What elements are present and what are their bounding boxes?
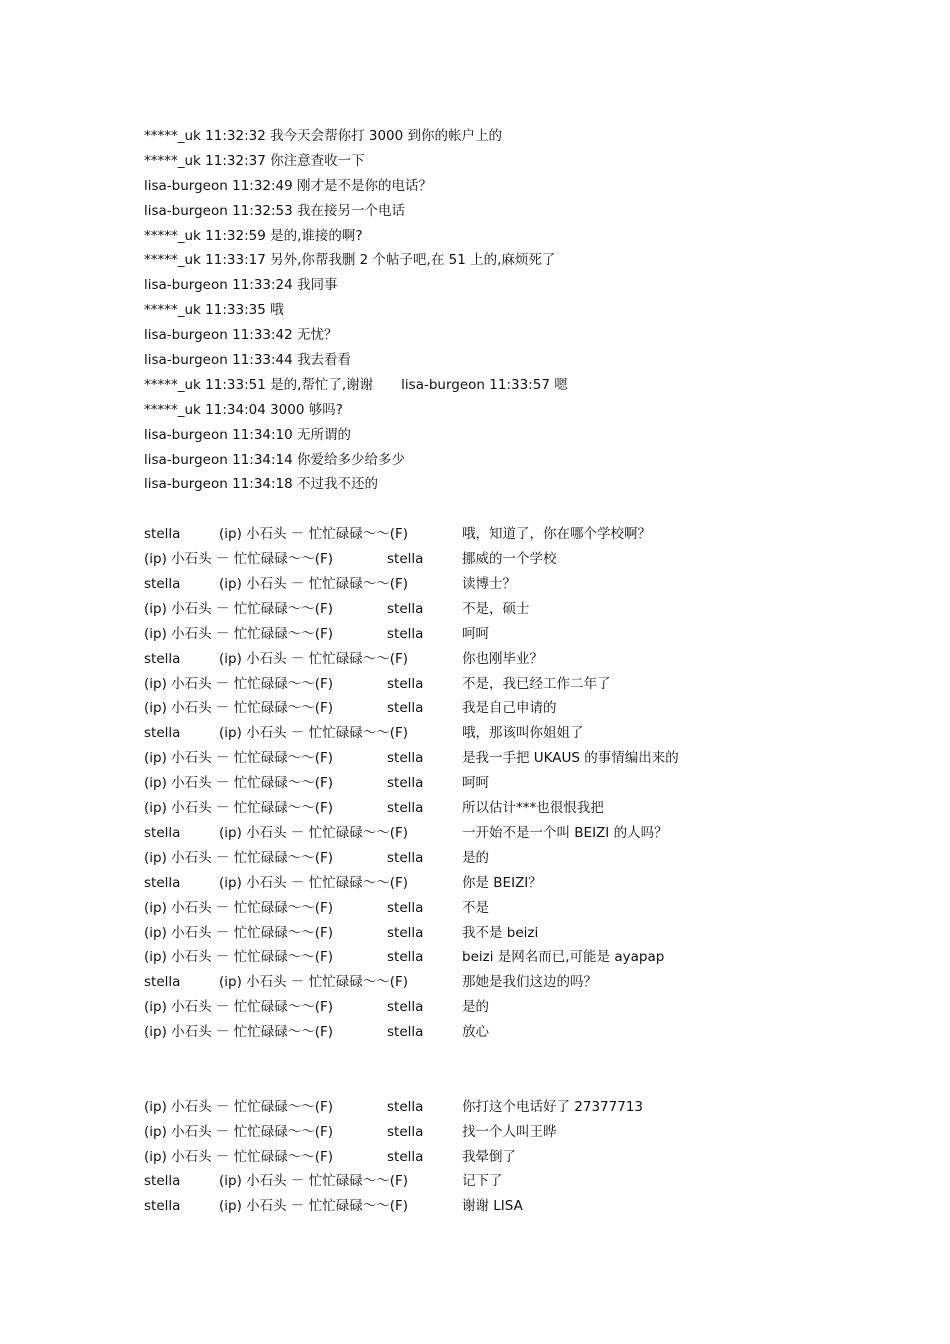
conversation-row xyxy=(144,796,864,821)
receiver-name: stella xyxy=(387,1098,424,1115)
message-text: 不是，硕士 xyxy=(462,600,530,617)
chat-line: *****_uk 11:33:35 哦 xyxy=(144,302,284,319)
conversation-row xyxy=(144,896,864,921)
sender-name: (ip) 小石头 － 忙忙碌碌～～(F) xyxy=(144,849,334,866)
conversation-row xyxy=(144,1020,864,1045)
message-text: 记下了 xyxy=(462,1173,503,1190)
sender-name: stella xyxy=(144,650,181,667)
sender-name: (ip) 小石头 － 忙忙碌碌～～(F) xyxy=(144,949,334,966)
message-text: 你是 BEIZI？ xyxy=(462,874,542,891)
message-text: 所以估计***也很恨我把 xyxy=(462,800,604,817)
conversation-row xyxy=(144,921,864,946)
conversation-row xyxy=(144,995,864,1020)
conversation-row xyxy=(144,622,864,647)
chat-line-double xyxy=(144,373,864,398)
chat-line: lisa-burgeon 11:34:14 你爱给多少给多少 xyxy=(144,451,406,468)
chat-line: *****_uk 11:32:32 我今天会帮你打 3000 到你的帐户上的 xyxy=(144,128,503,144)
chat-log-section-3 xyxy=(144,1095,864,1219)
chat-line: lisa-burgeon 11:33:44 我去看看 xyxy=(144,352,352,369)
conversation-row xyxy=(144,647,864,672)
message-text: 不是 xyxy=(462,899,489,916)
message-text: 是的 xyxy=(462,999,489,1016)
chat-line-part: lisa-burgeon 11:33:57 嗯 xyxy=(401,376,568,393)
receiver-name: (ip) 小石头 － 忙忙碌碌～～(F) xyxy=(219,824,409,841)
sender-name: (ip) 小石头 － 忙忙碌碌～～(F) xyxy=(144,750,334,767)
sender-name: stella xyxy=(144,526,181,543)
receiver-name: stella xyxy=(387,1148,424,1165)
receiver-name: stella xyxy=(387,700,424,717)
message-text: 挪威的一个学校 xyxy=(462,551,557,568)
sender-name: (ip) 小石头 － 忙忙碌碌～～(F) xyxy=(144,999,334,1016)
conversation-row xyxy=(144,1169,864,1194)
conversation-row xyxy=(144,970,864,995)
sender-name: (ip) 小石头 － 忙忙碌碌～～(F) xyxy=(144,899,334,916)
chat-log-section-1 xyxy=(144,124,864,497)
receiver-name: stella xyxy=(387,800,424,817)
receiver-name: (ip) 小石头 － 忙忙碌碌～～(F) xyxy=(219,1198,409,1215)
message-text: 你也刚毕业？ xyxy=(462,650,543,667)
message-text: 我晕倒了 xyxy=(462,1148,516,1165)
sender-name: (ip) 小石头 － 忙忙碌碌～～(F) xyxy=(144,775,334,792)
receiver-name: stella xyxy=(387,750,424,767)
receiver-name: stella xyxy=(387,949,424,966)
receiver-name: stella xyxy=(387,999,424,1016)
chat-line: *****_uk 11:34:04 3000 够吗? xyxy=(144,401,343,418)
chat-line: *****_uk 11:32:37 你注意查收一下 xyxy=(144,152,365,169)
message-text: 不是，我已经工作二年了 xyxy=(462,675,611,692)
conversation-row xyxy=(144,572,864,597)
conversation-row xyxy=(144,1095,864,1120)
chat-line-part: *****_uk 11:33:51 是的,帮忙了,谢谢 xyxy=(144,376,374,393)
message-text: 是的 xyxy=(462,849,489,866)
chat-log-content xyxy=(144,124,864,1219)
sender-name: (ip) 小石头 － 忙忙碌碌～～(F) xyxy=(144,600,334,617)
conversation-row xyxy=(144,672,864,697)
message-text: 一开始不是一个叫 BEIZI 的人吗？ xyxy=(462,824,668,841)
message-text: 找一个人叫王晔 xyxy=(462,1123,557,1140)
message-text: 呵呵 xyxy=(462,775,489,792)
message-text: 我是自己申请的 xyxy=(462,700,557,717)
sender-name: (ip) 小石头 － 忙忙碌碌～～(F) xyxy=(144,700,334,717)
conversation-row xyxy=(144,846,864,871)
message-text: 是我一手把 UKAUS 的事情编出来的 xyxy=(462,750,679,767)
chat-line: lisa-burgeon 11:34:18 不过我不还的 xyxy=(144,476,379,493)
message-text: 我不是 beizi xyxy=(462,924,539,941)
conversation-row xyxy=(144,771,864,796)
receiver-name: stella xyxy=(387,899,424,916)
chat-log-section-2 xyxy=(144,522,864,1045)
sender-name: stella xyxy=(144,824,181,841)
message-text: beizi 是网名而已,可能是 ayapap xyxy=(462,949,665,966)
section-spacer xyxy=(144,497,864,522)
sender-name: (ip) 小石头 － 忙忙碌碌～～(F) xyxy=(144,1148,334,1165)
receiver-name: (ip) 小石头 － 忙忙碌碌～～(F) xyxy=(219,576,409,593)
conversation-row xyxy=(144,522,864,547)
conversation-row xyxy=(144,871,864,896)
conversation-row xyxy=(144,746,864,771)
sender-name: (ip) 小石头 － 忙忙碌碌～～(F) xyxy=(144,1123,334,1140)
sender-name: stella xyxy=(144,576,181,593)
message-text: 你打这个电话好了 27377713 xyxy=(462,1098,644,1115)
sender-name: (ip) 小石头 － 忙忙碌碌～～(F) xyxy=(144,625,334,642)
conversation-row xyxy=(144,1145,864,1170)
receiver-name: stella xyxy=(387,600,424,617)
chat-line: lisa-burgeon 11:32:53 我在接另一个电话 xyxy=(144,202,406,219)
conversation-row xyxy=(144,696,864,721)
chat-line: lisa-burgeon 11:34:10 无所谓的 xyxy=(144,426,352,443)
receiver-name: (ip) 小石头 － 忙忙碌碌～～(F) xyxy=(219,725,409,742)
conversation-row xyxy=(144,597,864,622)
chat-line: *****_uk 11:32:59 是的,谁接的啊? xyxy=(144,227,363,244)
receiver-name: stella xyxy=(387,775,424,792)
receiver-name: (ip) 小石头 － 忙忙碌碌～～(F) xyxy=(219,874,409,891)
sender-name: (ip) 小石头 － 忙忙碌碌～～(F) xyxy=(144,675,334,692)
receiver-name: stella xyxy=(387,1123,424,1140)
chat-line: lisa-burgeon 11:33:42 无忧？ xyxy=(144,327,338,344)
message-text: 哦，知道了，你在哪个学校啊？ xyxy=(462,526,651,543)
chat-line: lisa-burgeon 11:33:24 我同事 xyxy=(144,277,338,294)
conversation-row xyxy=(144,1194,864,1219)
message-text: 那她是我们这边的吗？ xyxy=(462,974,597,991)
receiver-name: stella xyxy=(387,924,424,941)
sender-name: (ip) 小石头 － 忙忙碌碌～～(F) xyxy=(144,1024,334,1041)
sender-name: stella xyxy=(144,874,181,891)
conversation-row xyxy=(144,721,864,746)
sender-name: stella xyxy=(144,1198,181,1215)
receiver-name: stella xyxy=(387,849,424,866)
message-text: 哦，那该叫你姐姐了 xyxy=(462,725,584,742)
conversation-row xyxy=(144,1120,864,1145)
receiver-name: (ip) 小石头 － 忙忙碌碌～～(F) xyxy=(219,650,409,667)
receiver-name: stella xyxy=(387,675,424,692)
sender-name: stella xyxy=(144,1173,181,1190)
sender-name: stella xyxy=(144,974,181,991)
sender-name: (ip) 小石头 － 忙忙碌碌～～(F) xyxy=(144,800,334,817)
message-text: 谢谢 LISA xyxy=(462,1198,523,1215)
receiver-name: (ip) 小石头 － 忙忙碌碌～～(F) xyxy=(219,1173,409,1190)
receiver-name: stella xyxy=(387,625,424,642)
section-spacer xyxy=(144,1045,864,1095)
receiver-name: stella xyxy=(387,551,424,568)
receiver-name: (ip) 小石头 － 忙忙碌碌～～(F) xyxy=(219,526,409,543)
conversation-row xyxy=(144,945,864,970)
conversation-row xyxy=(144,821,864,846)
sender-name: stella xyxy=(144,725,181,742)
message-text: 放心 xyxy=(462,1024,489,1041)
receiver-name: (ip) 小石头 － 忙忙碌碌～～(F) xyxy=(219,974,409,991)
message-text: 读博士？ xyxy=(462,576,516,593)
message-text: 呵呵 xyxy=(462,625,489,642)
sender-name: (ip) 小石头 － 忙忙碌碌～～(F) xyxy=(144,551,334,568)
chat-line: *****_uk 11:33:17 另外,你帮我删 2 个帖子吧,在 51 上的,麻烦死了 xyxy=(144,252,556,269)
sender-name: (ip) 小石头 － 忙忙碌碌～～(F) xyxy=(144,1098,334,1115)
receiver-name: stella xyxy=(387,1024,424,1041)
sender-name: (ip) 小石头 － 忙忙碌碌～～(F) xyxy=(144,924,334,941)
chat-line: lisa-burgeon 11:32:49 刚才是不是你的电话？ xyxy=(144,177,433,194)
conversation-row xyxy=(144,547,864,572)
